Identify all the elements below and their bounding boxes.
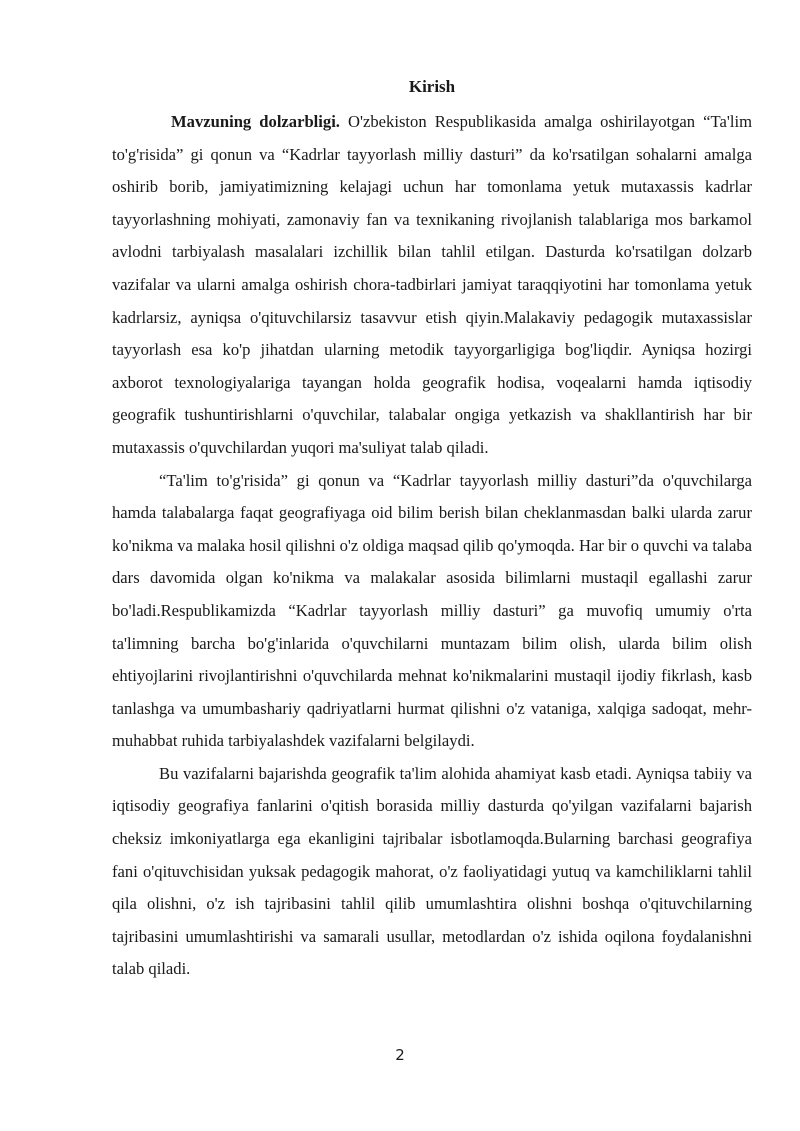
paragraph-lead: Mavzuning dolzarbligi.	[171, 112, 340, 131]
paragraph-tasks	[112, 758, 752, 986]
document-page	[112, 72, 752, 986]
paragraph-text: “Ta'lim to'g'risida” gi qonun va “Kadrlar tayyorlash milliy dasturi”da o'quvchilarga hamda talabalarga faqat geografiyaga oid bilim berish bilan cheklanmasdan balki ularda zarur ko'nikma va malaka hosil qilishni o'z oldiga maqsad qilib qo'ymoqda. Har bir o quvchi va talaba dars davomida olgan ko'nikma va malakalar asosida bilimlarni mustaqil egallashi zarur bo'ladi.Respublikamizda “Kadrlar tayyorlash milliy dasturi” ga muvofiq umumiy o'rta ta'limning barcha bo'g'inlarida o'quvchilarni muntazam bilim olish, ularda bilim olish ehtiyojlarini rivojlantirishni o'quvchilarda mehnat ko'nikmalarini mustaqil ijodiy fikrlash, kasb tanlashga va umumbashariy qadriyatlarni hurmat qilishni o'z vataniga, xalqiga sadoqat, mehr-muhabbat ruhida tarbiyalashdek vazifalarni belgilaydi.	[112, 470, 752, 751]
paragraph-text: O'zbekiston Respublikasida amalga oshirilayotgan “Ta'lim to'g'risida” gi qonun va “Kadrlar tayyorlash milliy dasturi” da ko'rsatilgan sohalarni amalga oshirib borib, jamiyatimizning kelajagi uchun har tomonlama yetuk mutaxassis kadrlar tayyorlashning mohiyati, zamonaviy fan va texnikaning rivojlanish talablariga mos barkamol avlodni tarbiyalash masalalari izchillik bilan tahlil etilgan. Dasturda ko'rsatilgan dolzarb vazifalar va ularni amalga oshirish chora-tadbirlari jamiyat taraqqiyotini har tomonlama yetuk kadrlarsiz, ayniqsa o'qituvchilarsiz tasavvur etish qiyin.Malakaviy pedagogik mutaxassislar tayyorlash esa ko'p jihatdan ularning metodik tayyorgarligiga bog'liqdir. Ayniqsa hozirgi axborot texnologiyalariga tayangan holda geografik hodisa, voqealarni hamda iqtisodiy geografik tushuntirishlarni o'quvchilar, talabalar ongiga yetkazish va shakllantirish har bir mutaxassis o'quvchilardan yuqori ma'suliyat talab qiladi.	[112, 112, 752, 457]
page-number: 2	[395, 1046, 405, 1064]
paragraph-law	[112, 465, 752, 758]
paragraph-relevance	[112, 106, 752, 465]
paragraph-text: Bu vazifalarni bajarishda geografik ta'lim alohida ahamiyat kasb etadi. Ayniqsa tabiiy va iqtisodiy geografiya fanlarini o'qitish borasida milliy dasturda qo'yilgan vazifalarni bajarish cheksiz imkoniyatlarga ega ekanligini tajribalar isbotlamoqda.Bularning barchasi geografiya fani o'qituvchisidan yuksak pedagogik mahorat, o'z faoliyatidagi yutuq va kamchiliklarni tahlil qila olishni, o'z ish tajribasini tahlil qilib umumlashtira olishni boshqa o'qituvchilarning tajribasini umumlashtirishi va samarali usullar, metodlardan o'z ishida oqilona foydalanishni talab qiladi.	[112, 763, 752, 979]
section-heading: Kirish	[408, 77, 456, 96]
